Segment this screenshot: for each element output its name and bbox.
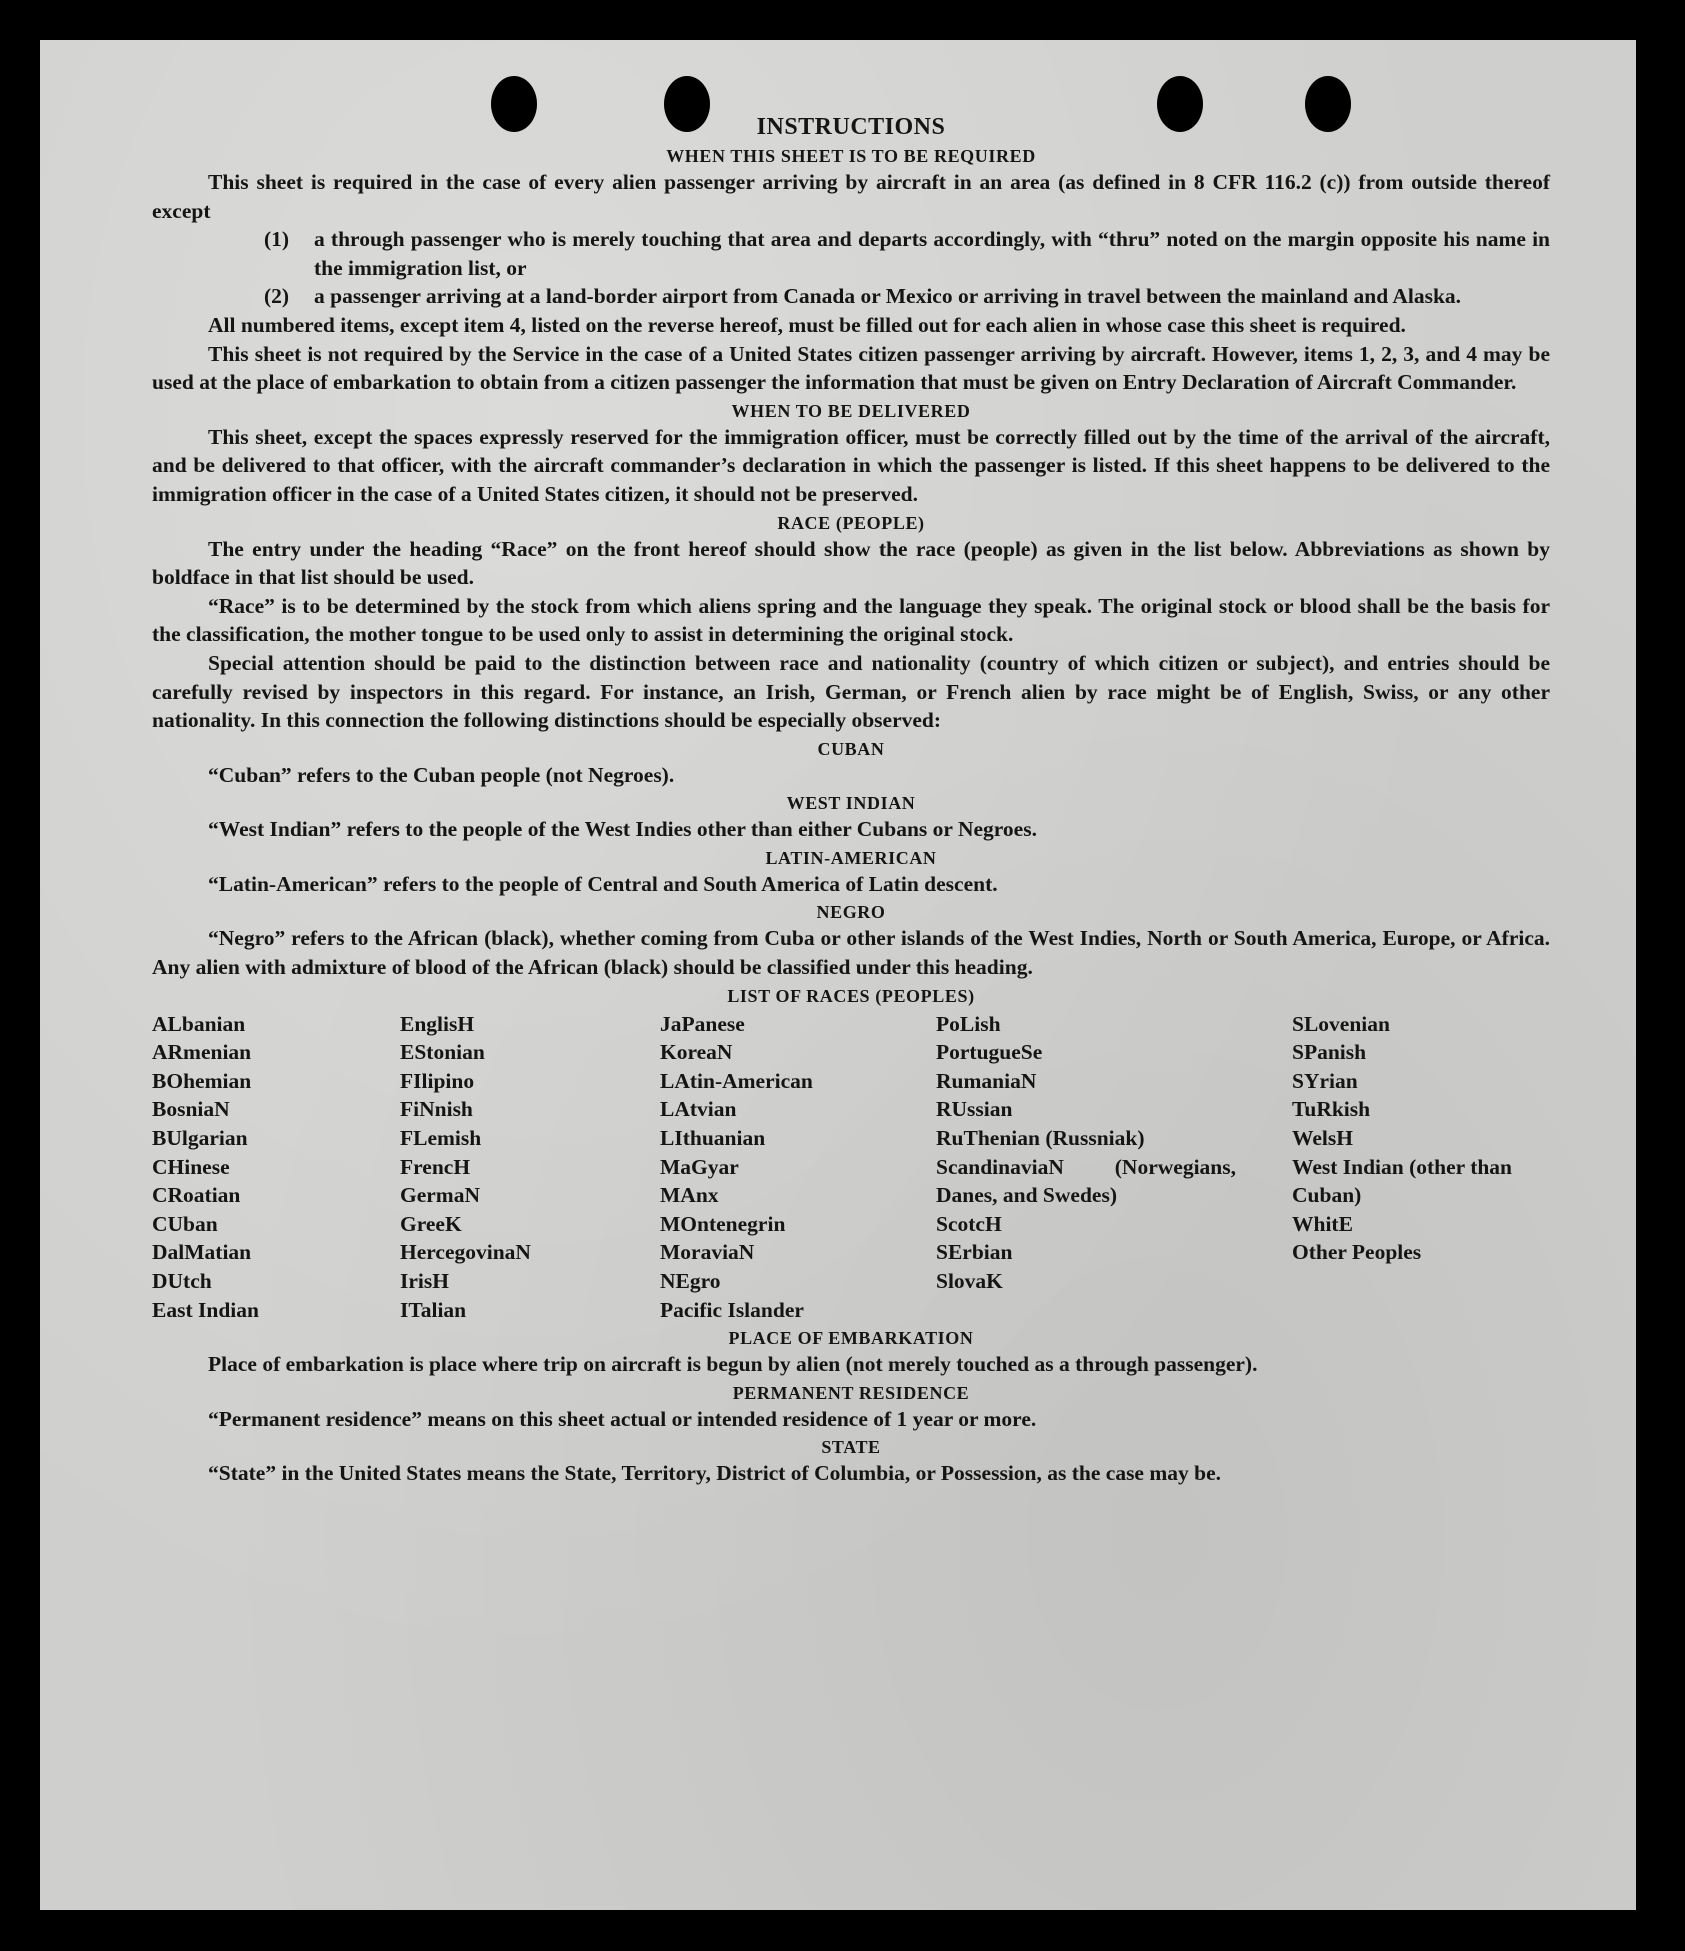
section-heading: LATIN-AMERICAN <box>765 847 937 868</box>
exception-item <box>152 282 1550 311</box>
list-item: ScandinaviaN (Norwegians, Danes, and Swedes) <box>936 1154 1236 1208</box>
list-item: Pacific Islander <box>660 1297 804 1322</box>
section-heading: WHEN THIS SHEET IS TO BE REQUIRED <box>666 146 1036 166</box>
list-item: BosniaN <box>152 1097 230 1122</box>
race-column-3 <box>660 1010 936 1325</box>
section-heading: PERMANENT RESIDENCE <box>732 1382 970 1403</box>
document-sheet <box>40 40 1636 1910</box>
paragraph: The entry under the heading “Race” on the front hereof should show the race (people) as given in the list below. Abbreviations as shown by boldface in that list should be used. <box>152 536 1550 590</box>
paragraph: This sheet is not required by the Service in the case of a United States citizen passenger arriving by aircraft. However, items 1, 2, 3, and 4 may be used at the place of embarkation to obtain from a citizen passenger the information that must be given on Entry Declaration of Aircraft Commander. <box>152 341 1550 395</box>
race-list <box>152 1010 1550 1325</box>
list-item: IrisH <box>400 1269 449 1293</box>
race-column-2 <box>400 1010 660 1325</box>
page-title: INSTRUCTIONS <box>756 114 946 140</box>
list-item: ALbanian <box>152 1011 246 1036</box>
definition: “West Indian” refers to the people of the West Indies other than either Cubans or Negroes. <box>208 817 1037 842</box>
list-item: HercegovinaN <box>400 1240 531 1265</box>
list-item: JaPanese <box>660 1011 745 1036</box>
exception-text: a passenger arriving at a land-border airport from Canada or Mexico or arriving in travel between the mainland and Alaska. <box>314 284 1462 309</box>
list-item: Other Peoples <box>1292 1240 1422 1265</box>
paragraph: Place of embarkation is place where trip on aircraft is begun by alien (not merely touched as a through passenger). <box>208 1352 1258 1377</box>
list-item: RumaniaN <box>936 1068 1037 1093</box>
paragraph: All numbered items, except item 4, listed on the reverse hereof, must be filled out for each alien in whose case this sheet is required. <box>208 312 1406 337</box>
list-item: PoLish <box>936 1011 1001 1036</box>
section-heading: NEGRO <box>816 902 886 923</box>
list-item: CRoatian <box>152 1183 241 1208</box>
race-column-5 <box>1292 1010 1550 1325</box>
section-heading: STATE <box>821 1437 881 1458</box>
list-item: SPanish <box>1292 1040 1367 1065</box>
list-item: ScotcH <box>936 1211 1002 1236</box>
race-column-1 <box>152 1010 400 1325</box>
section-heading: PLACE OF EMBARKATION <box>728 1328 974 1349</box>
section-heading: LIST OF RACES (PEOPLES) <box>727 985 975 1006</box>
instructions-content <box>152 112 1550 1488</box>
list-item: NEgro <box>660 1269 721 1293</box>
list-item: FiNnish <box>400 1097 473 1122</box>
list-item: DalMatian <box>152 1240 252 1265</box>
paragraph: Special attention should be paid to the distinction between race and nationality (country of which citizen or subject), and entries should be carefully revised by inspectors in this regard. For instance, an Irish, German, or French alien by race might be of English, Swiss, or any other nationality. In this connection the following distinctions should be especially observed: <box>152 650 1550 733</box>
section-heading: WHEN TO BE DELIVERED <box>731 400 971 421</box>
list-item: ITalian <box>400 1297 467 1322</box>
list-item: CHinese <box>152 1154 230 1179</box>
list-item: MaGyar <box>660 1154 739 1179</box>
list-item: GermaN <box>400 1183 480 1208</box>
list-item: SlovaK <box>936 1269 1003 1293</box>
list-item: RUssian <box>936 1097 1013 1122</box>
list-item: EnglisH <box>400 1011 475 1036</box>
section-heading: CUBAN <box>817 738 885 759</box>
section-heading: RACE (PEOPLE) <box>777 512 925 533</box>
race-column-4 <box>936 1010 1292 1325</box>
list-item: GreeK <box>400 1211 462 1236</box>
list-item: BUlgarian <box>152 1126 248 1151</box>
list-item: FrencH <box>400 1154 471 1179</box>
definition: “Latin-American” refers to the people of Central and South America of Latin descent. <box>208 871 998 896</box>
list-item: FLemish <box>400 1126 482 1151</box>
list-item: EStonian <box>400 1040 485 1065</box>
section-heading: WEST INDIAN <box>786 793 916 814</box>
list-item: PortugueSe <box>936 1040 1043 1065</box>
list-item: LAtin-American <box>660 1068 813 1093</box>
exception-number: (2) <box>264 284 290 309</box>
list-item: WhitE <box>1292 1211 1353 1236</box>
list-item: SLovenian <box>1292 1011 1390 1036</box>
definition: “Cuban” refers to the Cuban people (not Negroes). <box>208 762 675 787</box>
exception-item <box>152 225 1550 282</box>
list-item: TuRkish <box>1292 1097 1371 1122</box>
list-item: RuThenian (Russniak) <box>936 1126 1145 1151</box>
list-item: CUban <box>152 1211 218 1236</box>
paragraph: “State” in the United States means the State, Territory, District of Columbia, or Possession, as the case may be. <box>208 1461 1222 1486</box>
list-item: SYrian <box>1292 1068 1358 1093</box>
list-item: East Indian <box>152 1297 259 1322</box>
list-item: WelsH <box>1292 1126 1353 1151</box>
list-item: SErbian <box>936 1240 1013 1265</box>
exception-text: a through passenger who is merely touching that area and departs accordingly, with “thru” noted on the margin opposite his name in the immigration list, or <box>314 227 1550 280</box>
list-item: MoraviaN <box>660 1240 755 1265</box>
list-item: LAtvian <box>660 1097 737 1122</box>
paragraph: This sheet is required in the case of every alien passenger arriving by aircraft in an area (as defined in 8 CFR 116.2 (c)) from outside thereof except <box>152 170 1550 223</box>
list-item: LIthuanian <box>660 1126 766 1151</box>
list-item: West Indian (other than Cuban) <box>1292 1154 1513 1208</box>
list-item: BOhemian <box>152 1068 252 1093</box>
list-item: MAnx <box>660 1183 719 1208</box>
paragraph: This sheet, except the spaces expressly reserved for the immigration officer, must be correctly filled out by the time of the arrival of the aircraft, and be delivered to that officer, with the aircraft commander’s declaration in which the passenger is listed. If this sheet happens to be delivered to the immigration officer in the case of a United States citizen, it should not be preserved. <box>152 424 1550 506</box>
list-item: FIlipino <box>400 1068 475 1093</box>
list-item: KoreaN <box>660 1040 733 1065</box>
definition: “Permanent residence” means on this sheet actual or intended residence of 1 year or more. <box>208 1406 1037 1431</box>
list-item: ARmenian <box>152 1040 252 1065</box>
list-item: DUtch <box>152 1269 212 1293</box>
list-item: MOntenegrin <box>660 1211 786 1236</box>
paragraph: “Negro” refers to the African (black), whether coming from Cuba or other islands of the West Indies, North or South America, Europe, or Africa. Any alien with admixture of blood of the African (black) should be classified under this heading. <box>152 926 1550 980</box>
exception-number: (1) <box>264 227 290 252</box>
paragraph: “Race” is to be determined by the stock from which aliens spring and the language they speak. The original stock or blood shall be the basis for the classification, the mother tongue to be used only to assist in determining the original stock. <box>152 593 1550 647</box>
